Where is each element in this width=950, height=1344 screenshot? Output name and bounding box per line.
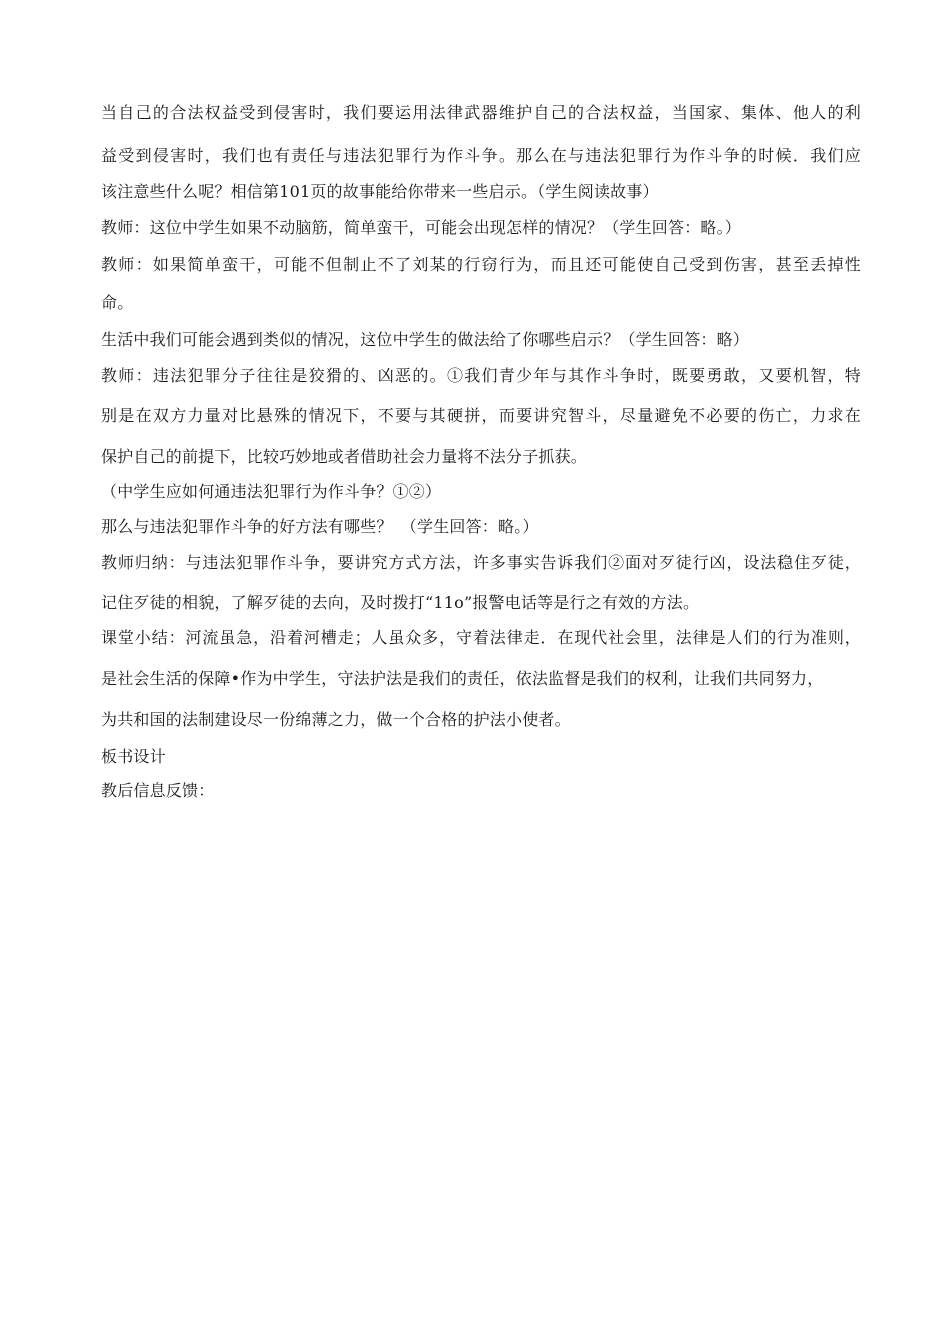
text-line: 该注意些什么呢？相信第101页的故事能给你带来一些启示。（学生阅读故事）: [101, 182, 659, 201]
text-line: 益受到侵害时，我们也有责任与违法犯罪行为作斗争。那么在与违法犯罪行为作斗争的时候．我们应: [101, 146, 861, 165]
text-line: 保护自己的前提下，比较巧妙地或者借助社会力量将不法分子抓获。: [101, 447, 588, 466]
text-line: （中学生应如何通违法犯罪行为作斗争？①②）: [101, 482, 442, 501]
text-line: 教师：如果简单蛮干，可能不但制止不了刘某的行窃行为，而且还可能使自己受到伤害，甚至丢掉性: [101, 255, 861, 274]
section-heading: 板书设计: [101, 747, 166, 766]
text-line: 记住歹徒的相貌，了解歹徒的去向，及时拨打“11o”报警电话等是行之有效的方法。: [101, 593, 700, 612]
text-line: 课堂小结：河流虽急，沿着河槽走；人虽众多，守着法律走．在现代社会里，法律是人们的行为准则，: [101, 628, 861, 647]
text-line: 教师归纳：与违法犯罪作斗争，要讲究方式方法，许多事实告诉我们②面对歹徒行凶，设法稳住歹徒，: [101, 553, 861, 572]
text-line: 教师：违法犯罪分子往往是狡猾的、凶恶的。①我们青少年与其作斗争时，既要勇敢，又要机智，特: [101, 366, 861, 385]
text-line: 别是在双方力量对比悬殊的情况下，不要与其硬拼，而要讲究智斗，尽量避免不必要的伤亡，力求在: [101, 406, 861, 425]
text-line: 为共和国的法制建设尽一份绵薄之力，做一个合格的护法小使者。: [101, 710, 571, 729]
section-heading: 教后信息反馈：: [101, 781, 215, 800]
text-line: 命。: [101, 293, 134, 312]
text-line: 教师：这位中学生如果不动脑筋，简单蛮干，可能会出现怎样的情况？（学生回答：略。）: [101, 218, 742, 237]
text-line: 是社会生活的保障•作为中学生，守法护法是我们的责任，依法监督是我们的权利，让我们共同努力，: [101, 669, 824, 688]
text-line: 当自己的合法权益受到侵害时，我们要运用法律武器维护自己的合法权益，当国家、集体、他人的利: [101, 103, 861, 122]
text-line: 那么与违法犯罪作斗争的好方法有哪些？ （学生回答：略。）: [101, 517, 539, 536]
text-line: 生活中我们可能会遇到类似的情况，这位中学生的做法给了你哪些启示？（学生回答：略）: [101, 330, 750, 349]
